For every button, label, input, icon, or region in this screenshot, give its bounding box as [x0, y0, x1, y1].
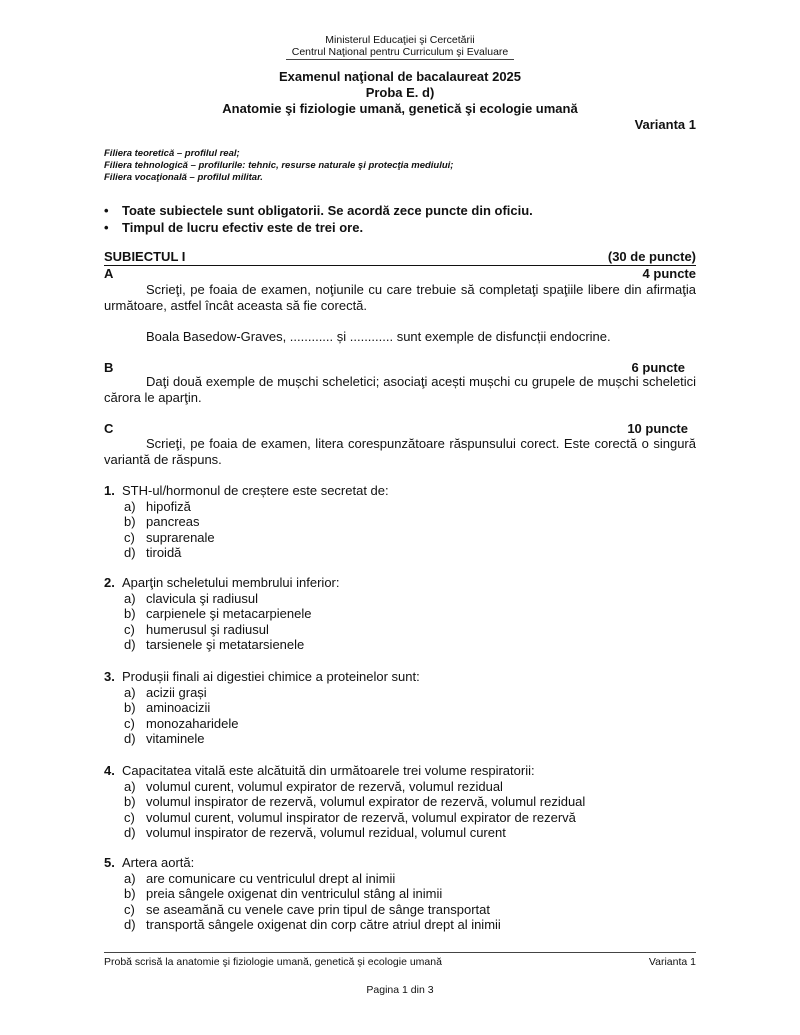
answer-option: d) vitaminele — [124, 731, 205, 746]
footer — [104, 956, 696, 968]
footer-divider — [104, 952, 696, 953]
rule-item: • Toate subiectele sunt obligatorii. Se acordă zece puncte din oficiu. — [104, 203, 533, 218]
section-letter: A — [104, 266, 114, 281]
answer-option: d) transportă sângele oxigenat din corp către atriul drept al inimii — [124, 917, 501, 932]
page-number: Pagina 1 din 3 — [366, 984, 434, 996]
bullet-icon: • — [104, 203, 109, 218]
answer-option: d) tiroidă — [124, 545, 182, 560]
footer-title: Probă scrisă la anatomie şi fiziologie umană, genetică şi ecologie umană — [104, 956, 442, 968]
header-divider — [286, 59, 514, 60]
question-5: 5. Artera aortă: a) are comunicare cu ventriculul drept al inimii b) preia sângele oxigenat din ventriculul stâng al inimii c) se aseamănă cu venele cave prin tipul de sânge transportat d) transportă sângele oxigenat din corp către atriul drept al inimii — [104, 855, 696, 933]
section-letter: C — [104, 421, 114, 436]
section-letter: B — [104, 360, 114, 375]
variant-label: Varianta 1 — [634, 117, 696, 132]
filiera-item: Filiera teoretică – profilul real; — [104, 148, 240, 159]
answer-option: c) volumul curent, volumul inspirator de rezervă, volumul expirator de rezervă — [124, 809, 576, 825]
subject-points: (30 de puncte) — [607, 249, 696, 264]
ministry-name: Ministerul Educaţiei şi Cercetării — [325, 34, 475, 46]
question-4: 4. Capacitatea vitală este alcătuită din următoarele trei volume respiratorii: a) volumul curent, volumul expirator de rezervă, volumul rezidual b) volumul inspirator de rezervă, volumul expirator de rezervă, volumul rezidual c) volumul curent, volumul inspirator de rezervă, volumul expirator de rezervă d) volumul inspirator de rezervă, volumul rezidual, volumul curent — [104, 763, 696, 841]
section-a-statement: Boala Basedow-Graves, ............ și ............ sunt exemple de disfuncții endocrine. — [146, 329, 611, 344]
answer-option: d) tarsienele şi metatarsienele — [124, 637, 305, 652]
section-a-heading — [104, 266, 696, 281]
question-text: Capacitatea vitală este alcătuită din următoarele trei volume respiratorii: — [122, 763, 535, 778]
answer-option: c) se aseamănă cu venele cave prin tipul de sânge transportat — [124, 901, 490, 917]
question-text: Produșii finali ai digestiei chimice a proteinelor sunt: — [122, 669, 420, 684]
exam-subject: Anatomie şi fiziologie umană, genetică şi ecologie umană — [222, 101, 578, 116]
exam-title-block — [0, 69, 800, 117]
answer-option: b) aminoacizii — [124, 700, 211, 715]
answer-option: a) acizii grași — [124, 684, 207, 700]
rules-list — [104, 202, 533, 236]
subject-title: SUBIECTUL I — [104, 249, 186, 264]
question-3: 3. Produșii finali ai digestiei chimice a proteinelor sunt: a) acizii grași b) aminoacizii c) monozaharidele d) vitaminele — [104, 669, 696, 747]
filiera-item: Filiera vocaţională – profilul militar. — [104, 172, 263, 183]
section-c-heading — [104, 421, 688, 436]
section-points: 4 puncte — [642, 266, 696, 281]
exam-proba: Proba E. d) — [365, 85, 435, 100]
section-b-instruction: Daţi două exemple de mușchi scheletici; asociaţi acești mușchi cu grupele de mușchi scheletici cărora le aparţin. — [104, 374, 696, 405]
exam-title: Examenul naţional de bacalaureat 2025 — [278, 69, 522, 84]
question-1: 1. STH-ul/hormonul de creștere este secretat de: a) hipofiză b) pancreas c) suprarenale d) tiroidă — [104, 483, 696, 561]
section-b-heading — [104, 360, 685, 375]
answer-option: b) carpienele şi metacarpienele — [124, 606, 312, 621]
section-points: 10 puncte — [627, 421, 688, 436]
footer-variant: Varianta 1 — [648, 956, 696, 968]
question-2: 2. Aparţin scheletului membrului inferior: a) clavicula şi radiusul b) carpienele şi metacarpienele c) humerusul şi radiusul d) tarsienele şi metatarsienele — [104, 575, 696, 653]
answer-option: a) are comunicare cu ventriculul drept al inimii — [124, 870, 396, 886]
answer-option: d) volumul inspirator de rezervă, volumul rezidual, volumul curent — [124, 825, 506, 840]
question-text: Aparţin scheletului membrului inferior: — [122, 575, 340, 590]
answer-option: a) clavicula şi radiusul — [124, 590, 258, 606]
answer-option: c) suprarenale — [124, 529, 215, 545]
question-text: STH-ul/hormonul de creștere este secretat de: — [122, 483, 389, 498]
rule-item: • Timpul de lucru efectiv este de trei ore. — [104, 220, 364, 235]
answer-option: a) volumul curent, volumul expirator de rezervă, volumul rezidual — [124, 778, 503, 794]
answer-option: b) preia sângele oxigenat din ventriculul stâng al inimii — [124, 886, 443, 901]
question-text: Artera aortă: — [122, 855, 195, 870]
ministry-header — [0, 34, 800, 58]
section-points: 6 puncte — [631, 360, 685, 375]
answer-option: c) humerusul şi radiusul — [124, 621, 269, 637]
subject-heading — [104, 249, 696, 266]
answer-option: c) monozaharidele — [124, 715, 239, 731]
section-a-instruction: Scrieţi, pe foaia de examen, noţiunile cu care trebuie să completaţi spaţiile libere din afirmaţia următoare, astfel încât aceasta să fie corectă. — [104, 282, 696, 313]
filiere-list — [104, 148, 453, 184]
answer-option: b) pancreas — [124, 514, 200, 529]
bullet-icon: • — [104, 220, 109, 235]
filiera-item: Filiera tehnologică – profilurile: tehnic, resurse naturale şi protecţia mediului; — [104, 160, 454, 171]
section-c-instruction: Scrieţi, pe foaia de examen, litera corespunzătoare răspunsului corect. Este corectă o singură variantă de răspuns. — [104, 436, 696, 467]
answer-option: b) volumul inspirator de rezervă, volumul expirator de rezervă, volumul rezidual — [124, 794, 586, 809]
center-name: Centrul Naţional pentru Curriculum şi Evaluare — [291, 46, 509, 58]
answer-option: a) hipofiză — [124, 498, 191, 514]
